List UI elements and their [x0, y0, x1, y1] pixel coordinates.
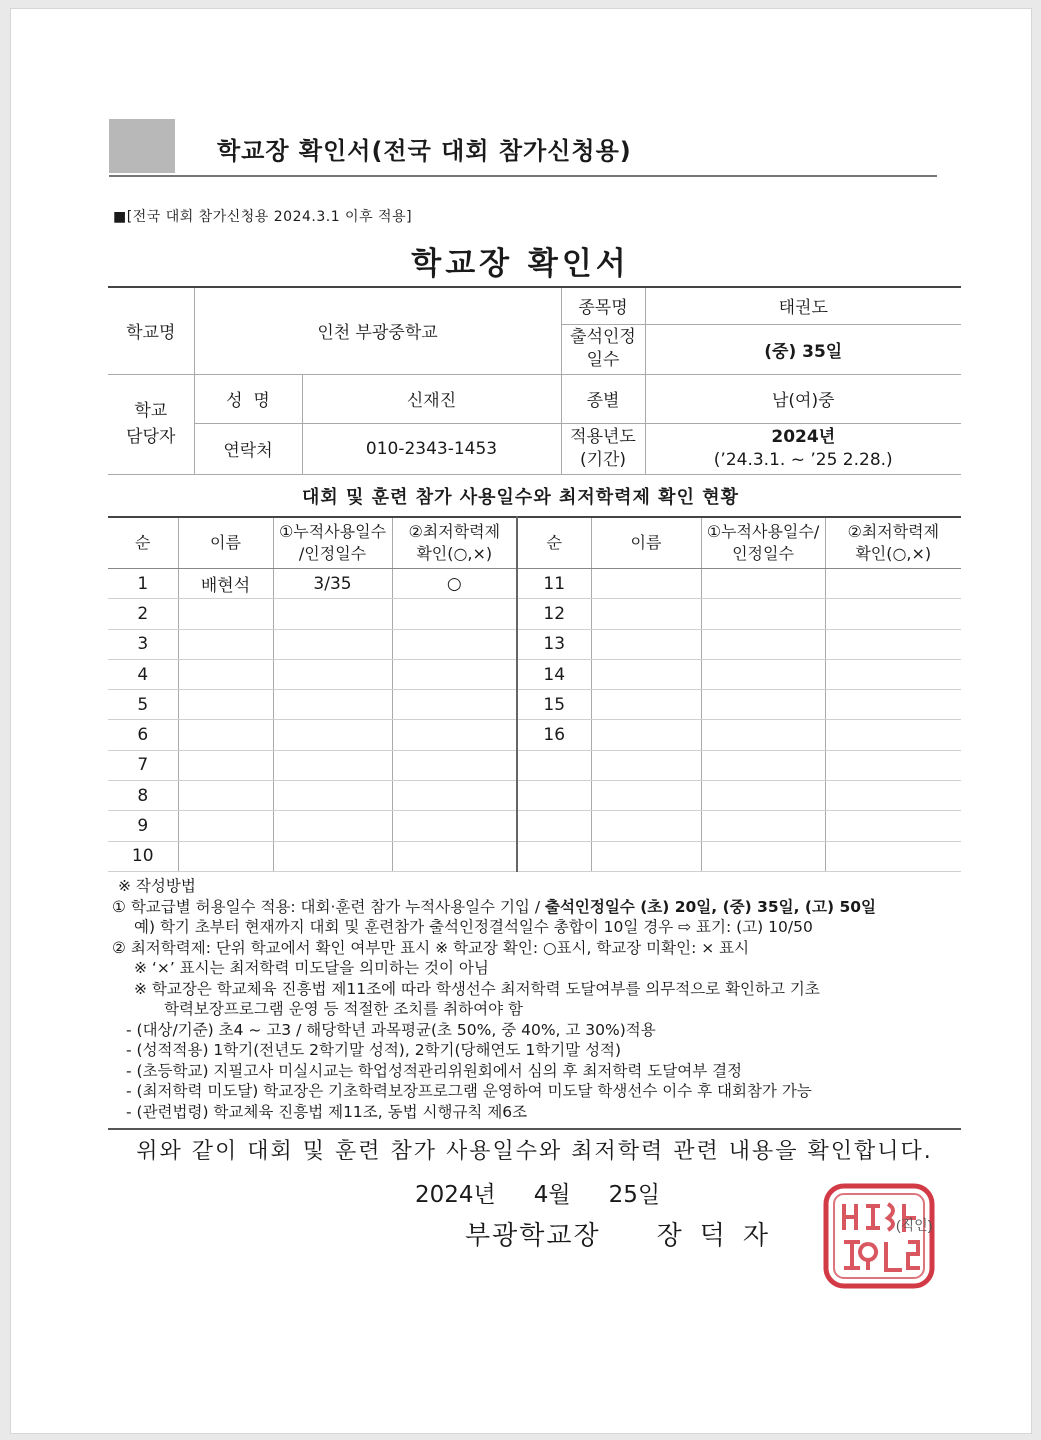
manager-label-line2: 담당자 — [126, 427, 176, 447]
header-academic — [392, 517, 517, 569]
detail-1: - (대상/기준) 초4 ~ 고3 / 해당학년 과목평균(초 50%, 중 40%, 고 30%)적용 — [126, 1020, 656, 1039]
document-title: 학교장 확인서 — [411, 246, 630, 282]
row-days — [273, 750, 392, 780]
row-name — [178, 841, 273, 871]
row-check-right — [825, 629, 961, 659]
row-num: 1 — [108, 569, 178, 599]
row-days-right — [701, 720, 825, 750]
header-title: 학교장 확인서(전국 대회 참가신청용) — [217, 137, 632, 165]
detail-4: - (최저학력 미도달) 학교장은 기초학력보장프로그램 운영하여 미도달 학생선수 이수 후 대회참가 가능 — [126, 1082, 812, 1100]
row-num: 2 — [108, 599, 178, 629]
row-num: 9 — [108, 811, 178, 841]
row-name-right — [591, 720, 701, 750]
row-num-right: 13 — [517, 629, 591, 659]
note-2-a: ※ ‘×’ 표시는 최저학력 미도달을 의미하는 것이 아님 — [134, 959, 489, 977]
header-academic-right-line2: 확인(○,×) — [855, 544, 932, 563]
header-num-right: 순 — [517, 517, 591, 569]
table-row — [108, 720, 961, 750]
table-row — [108, 750, 961, 780]
row-days-right — [701, 690, 825, 720]
detail-3: - (초등학교) 지필고사 미실시교는 학업성적관리위원회에서 심의 후 최저학력 도달여부 결정 — [126, 1061, 743, 1080]
header-days-line2: /인정일수 — [298, 544, 367, 563]
row-days — [273, 720, 392, 750]
table-row — [108, 629, 961, 659]
notes-heading: ※ 작성방법 — [118, 877, 196, 895]
row-name-right — [591, 659, 701, 689]
row-check-right — [825, 569, 961, 599]
row-name-right — [591, 690, 701, 720]
row-days — [273, 690, 392, 720]
manager-label — [108, 374, 194, 474]
event-label: 종목명 — [561, 287, 645, 324]
principal-name: 장덕자 — [656, 1221, 786, 1251]
note-2-c: 학력보장프로그램 운영 등 적절한 조치를 취하여야 함 — [164, 1000, 523, 1018]
row-check-right — [825, 720, 961, 750]
row-num-right: 11 — [517, 569, 591, 599]
school-name-value: 인천 부광중학교 — [194, 287, 561, 374]
date-month: 4월 — [533, 1182, 571, 1208]
row-check: ○ — [392, 569, 517, 599]
row-num: 10 — [108, 841, 178, 871]
table-row — [108, 690, 961, 720]
principal-title: 부광학교장 — [465, 1221, 601, 1251]
row-num-right — [517, 750, 591, 780]
note-2: ② 최저학력제: 단위 학교에서 확인 여부만 표시 ※ 학교장 확인: ○표시, 학교장 미확인: × 표시 — [112, 938, 750, 957]
manager-name-value: 신재진 — [302, 374, 561, 423]
principal-signature — [465, 1215, 786, 1252]
row-check-right — [825, 750, 961, 780]
roster-header-row — [108, 517, 961, 569]
row-num: 6 — [108, 720, 178, 750]
note-1 — [112, 897, 972, 918]
row-days-right — [701, 629, 825, 659]
row-days — [273, 629, 392, 659]
row-check — [392, 720, 517, 750]
roster-section-title: 대회 및 훈련 참가 사용일수와 최저학력제 확인 현황 — [301, 487, 739, 508]
contact-value: 010-2343-1453 — [302, 423, 561, 474]
row-check — [392, 781, 517, 811]
year-label — [561, 423, 645, 474]
row-days-right — [701, 599, 825, 629]
gender-value: 남(여)중 — [645, 374, 961, 423]
table-row — [108, 599, 961, 629]
header-academic-right — [825, 517, 961, 569]
row-days: 3/35 — [273, 569, 392, 599]
year-period: (’24.3.1. ~ ’25 2.28.) — [713, 449, 893, 470]
attendance-label — [561, 324, 645, 374]
row-name — [178, 781, 273, 811]
applicability-note: ■[전국 대회 참가신청용 2024.3.1 이후 적용] — [113, 209, 413, 225]
row-days — [273, 781, 392, 811]
row-check — [392, 690, 517, 720]
gender-label: 종별 — [561, 374, 645, 423]
table-row — [108, 569, 961, 599]
row-name — [178, 659, 273, 689]
row-days-right — [701, 569, 825, 599]
row-check — [392, 629, 517, 659]
contact-label: 연락처 — [194, 423, 302, 474]
note-1-text: ① 학교급별 허용일수 적용: 대회·훈련 참가 누적사용일수 기입 / — [112, 897, 545, 916]
header-academic-line2: 확인(○,×) — [416, 544, 493, 563]
row-check — [392, 750, 517, 780]
header-days-line1: ①누적사용일수 — [278, 522, 387, 541]
date-day: 25일 — [608, 1182, 661, 1208]
manager-name-label: 성 명 — [194, 374, 302, 423]
row-name — [178, 811, 273, 841]
row-check-right — [825, 599, 961, 629]
year-label-line2: (기간) — [579, 449, 627, 470]
row-check-right — [825, 781, 961, 811]
row-num-right: 15 — [517, 690, 591, 720]
row-num-right: 14 — [517, 659, 591, 689]
header-days-right — [701, 517, 825, 569]
row-check — [392, 599, 517, 629]
row-name-right — [591, 750, 701, 780]
row-num-right — [517, 811, 591, 841]
header-days-right-line2: 인정일수 — [732, 544, 794, 563]
row-check — [392, 811, 517, 841]
participant-roster-table — [108, 516, 961, 872]
row-check-right — [825, 841, 961, 871]
manager-label-line1: 학교 — [134, 401, 168, 421]
attendance-label-line2: 일수 — [586, 350, 620, 370]
row-name-right — [591, 781, 701, 811]
table-row — [108, 659, 961, 689]
detail-5: - (관련법령) 학교체육 진흥법 제11조, 동법 시행규칙 제6조 — [126, 1102, 528, 1121]
row-check-right — [825, 659, 961, 689]
header-days — [273, 517, 392, 569]
table-row — [108, 811, 961, 841]
school-name-label: 학교명 — [108, 287, 194, 374]
issue-date — [415, 1176, 660, 1209]
row-name — [178, 690, 273, 720]
header-academic-line1: ②최저학력제 — [408, 522, 501, 541]
row-days — [273, 659, 392, 689]
row-name — [178, 599, 273, 629]
note-1-example: 예) 학기 초부터 현재까지 대회 및 훈련참가 출석인정결석일수 총합이 10일 경우 ⇨ 표기: (고) 10/50 — [134, 918, 813, 936]
confirmation-statement: 위와 같이 대회 및 훈련 참가 사용일수와 최저학력 관련 내용을 확인합니다. — [108, 1128, 961, 1165]
table-row — [108, 781, 961, 811]
year-value — [645, 423, 961, 474]
row-num: 5 — [108, 690, 178, 720]
header-days-right-line1: ①누적사용일수/ — [706, 522, 820, 541]
note-1-bold: 출석인정일수 (초) 20일, (중) 35일, (고) 50일 — [544, 897, 877, 916]
row-name — [178, 720, 273, 750]
row-days-right — [701, 811, 825, 841]
attendance-label-line1: 출석인정 — [570, 327, 636, 347]
year-value-line1: 2024년 — [771, 426, 836, 447]
row-num: 7 — [108, 750, 178, 780]
header-name: 이름 — [178, 517, 273, 569]
row-check-right — [825, 690, 961, 720]
row-name-right — [591, 629, 701, 659]
header-academic-right-line1: ②최저학력제 — [847, 522, 940, 541]
row-name: 배현석 — [178, 569, 273, 599]
row-num-right — [517, 781, 591, 811]
row-name-right — [591, 599, 701, 629]
row-days-right — [701, 659, 825, 689]
row-days-right — [701, 841, 825, 871]
header-name-right: 이름 — [591, 517, 701, 569]
header-num: 순 — [108, 517, 178, 569]
table-row — [108, 841, 961, 871]
detail-2: - (성적적용) 1학기(전년도 2학기말 성적), 2학기(당해연도 1학기말 성적) — [126, 1041, 622, 1059]
row-days — [273, 599, 392, 629]
row-num: 3 — [108, 629, 178, 659]
row-days-right — [701, 750, 825, 780]
seal-mark-text: (직인) — [896, 1217, 933, 1233]
row-num: 8 — [108, 781, 178, 811]
row-check — [392, 659, 517, 689]
header-gray-box — [109, 119, 175, 173]
row-num-right: 16 — [517, 720, 591, 750]
row-name-right — [591, 569, 701, 599]
form-header — [109, 119, 937, 177]
row-name-right — [591, 841, 701, 871]
row-name-right — [591, 811, 701, 841]
row-days — [273, 841, 392, 871]
writing-instructions — [112, 876, 972, 1122]
row-name — [178, 629, 273, 659]
row-days-right — [701, 781, 825, 811]
event-value: 태권도 — [645, 287, 961, 324]
year-label-line1: 적용년도 — [570, 426, 636, 447]
attendance-value: (중) 35일 — [645, 324, 961, 374]
row-check-right — [825, 811, 961, 841]
row-days — [273, 811, 392, 841]
school-info-table — [108, 286, 961, 475]
row-name — [178, 750, 273, 780]
seal-icon — [822, 1180, 936, 1292]
row-num-right — [517, 841, 591, 871]
date-year: 2024년 — [415, 1182, 496, 1208]
row-num-right: 12 — [517, 599, 591, 629]
row-check — [392, 841, 517, 871]
note-2-b: ※ 학교장은 학교체육 진흥법 제11조에 따라 학생선수 최저학력 도달여부를 의무적으로 확인하고 기초 — [134, 979, 820, 998]
school-seal-stamp — [822, 1180, 936, 1292]
row-num: 4 — [108, 659, 178, 689]
